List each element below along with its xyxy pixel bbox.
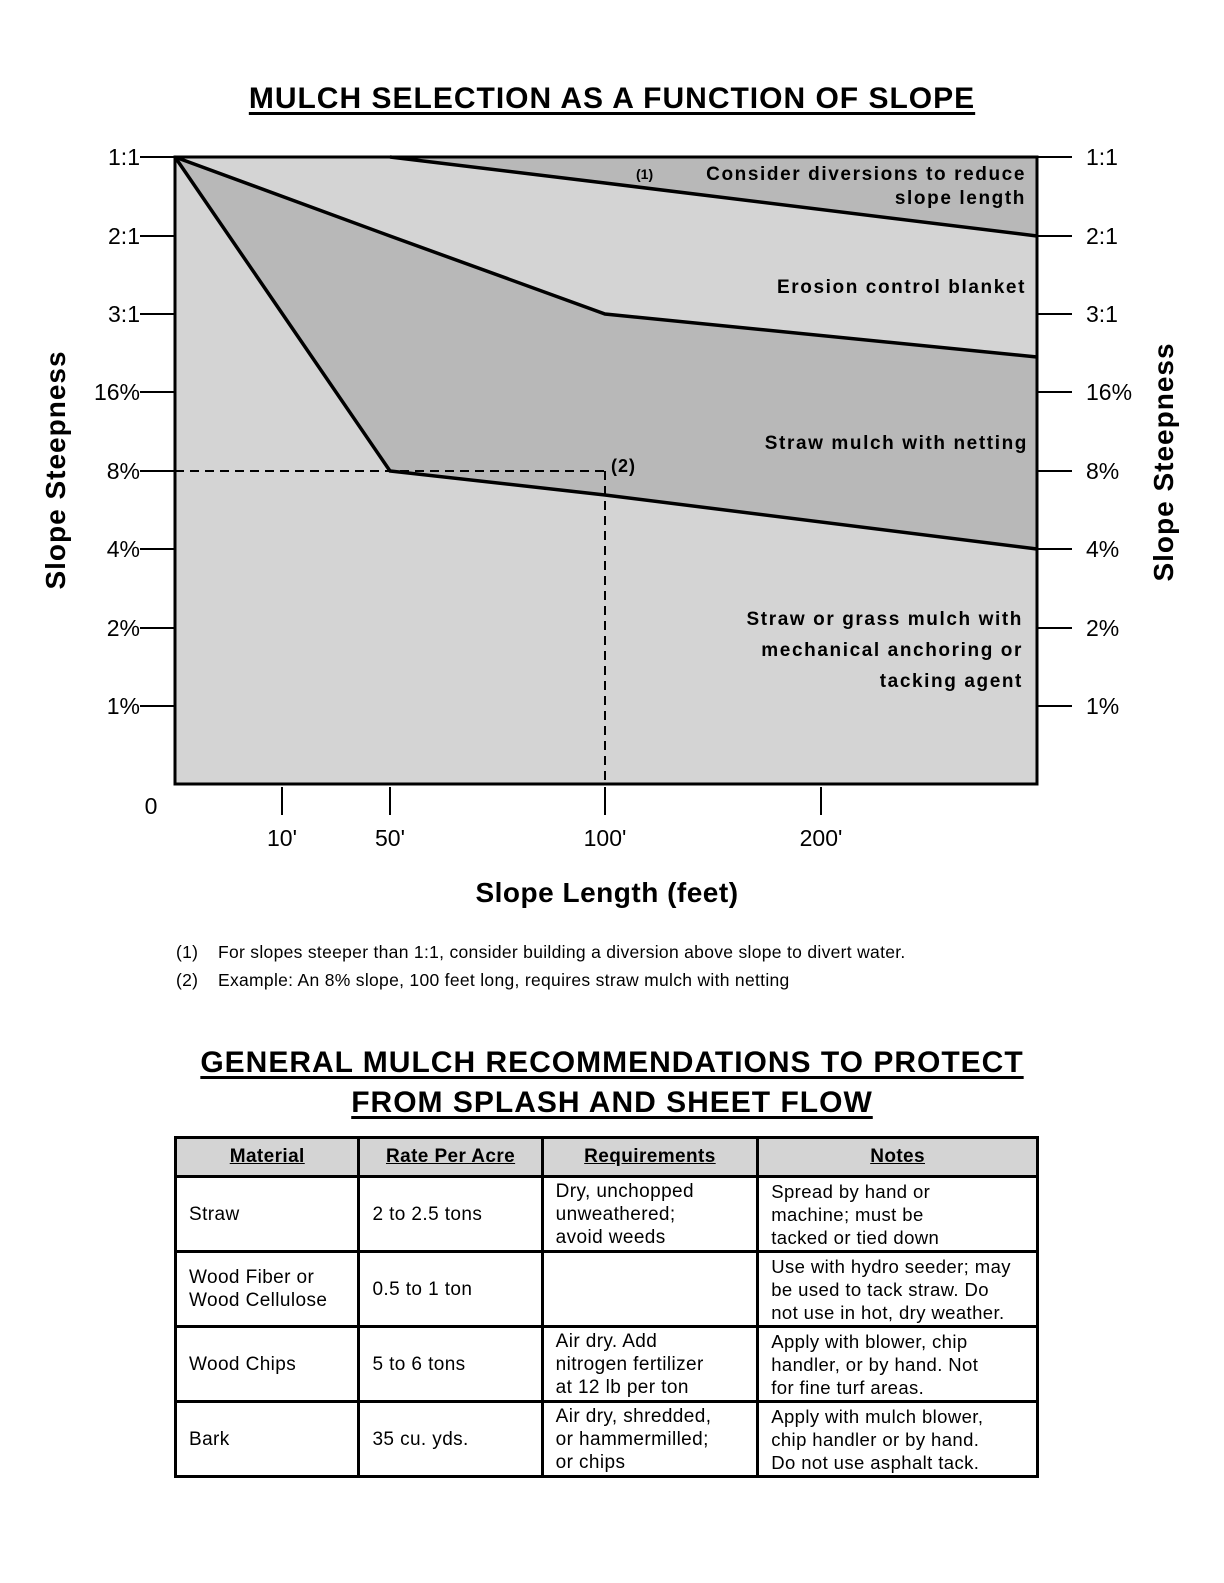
y-tick-label-right: 16%: [1086, 379, 1133, 405]
cell-rate: 0.5 to 1 ton: [359, 1252, 542, 1327]
region-label-anchoring-1: Straw or grass mulch with: [746, 609, 1023, 630]
header-requirements: Requirements: [542, 1138, 758, 1177]
x-axis-label: Slope Length (feet): [475, 877, 739, 908]
y-tick-label-left: 1:1: [108, 144, 140, 170]
cell-rate: 2 to 2.5 tons: [359, 1177, 542, 1252]
region-label-diversion-2: slope length: [894, 188, 1026, 209]
y-tick-label-left: 3:1: [108, 301, 140, 327]
cell-requirements: [542, 1252, 758, 1327]
table-row: [176, 1177, 1038, 1252]
cell-notes: Apply with mulch blower, chip handler or by hand. Do not use asphalt tack.: [758, 1402, 1038, 1477]
cell-requirements: Air dry. Add nitrogen fertilizer at 12 lb per ton: [542, 1327, 758, 1402]
footnotes: [176, 938, 906, 994]
table-row: [176, 1327, 1038, 1402]
cell-requirements: Air dry, shredded, or hammermilled; or chips: [542, 1402, 758, 1477]
y-tick-label-left: 2:1: [108, 223, 140, 249]
region-label-blanket: Erosion control blanket: [777, 277, 1026, 298]
x-tick-label: 200': [799, 825, 843, 851]
y-tick-label-right: 4%: [1086, 536, 1120, 562]
region-label-netting: Straw mulch with netting: [764, 433, 1028, 454]
y-axis-label-right: Slope Steepness: [1148, 342, 1179, 582]
y-ticks-right: [1037, 144, 1132, 719]
table-row: [176, 1402, 1038, 1477]
y-tick-label-right: 1%: [1086, 693, 1120, 719]
cell-material: Wood Fiber or Wood Cellulose: [176, 1252, 359, 1327]
example-label: (2): [611, 456, 636, 476]
cell-rate: 5 to 6 tons: [359, 1327, 542, 1402]
table-header-row: [176, 1138, 1038, 1177]
table-row: [176, 1252, 1038, 1327]
cell-requirements: Dry, unchopped unweathered; avoid weeds: [542, 1177, 758, 1252]
y-tick-label-right: 2%: [1086, 615, 1120, 641]
y-tick-label-right: 3:1: [1086, 301, 1118, 327]
y-tick-label-left: 2%: [106, 615, 140, 641]
y-axis-label-left: Slope Steepness: [40, 350, 71, 590]
cell-material: Bark: [176, 1402, 359, 1477]
y-tick-label-right: 2:1: [1086, 223, 1118, 249]
mulch-recommendations-table: [174, 1136, 1039, 1478]
y-ticks-left: [94, 144, 175, 719]
y-tick-label-left: 16%: [93, 379, 140, 405]
x-tick-label-origin: 0: [144, 793, 158, 819]
chart-title: MULCH SELECTION AS A FUNCTION OF SLOPE: [248, 82, 976, 115]
region-label-anchoring-2: mechanical anchoring or: [761, 640, 1023, 661]
cell-rate: 35 cu. yds.: [359, 1402, 542, 1477]
region-label-anchoring-3: tacking agent: [879, 671, 1023, 692]
y-tick-label-left: 1%: [106, 693, 140, 719]
y-tick-label-left: 4%: [106, 536, 140, 562]
cell-material: Straw: [176, 1177, 359, 1252]
y-tick-label-right: 1:1: [1086, 144, 1118, 170]
y-tick-label-left: 8%: [106, 458, 140, 484]
cell-notes: Spread by hand or machine; must be tacked or tied down: [758, 1177, 1038, 1252]
table-title: [0, 1043, 1224, 1123]
footnote-1: (1) For slopes steeper than 1:1, consider building a diversion above slope to divert water.: [176, 942, 906, 962]
table-title-line-1: GENERAL MULCH RECOMMENDATIONS TO PROTECT: [200, 1046, 1024, 1079]
footnote-2: (2) Example: An 8% slope, 100 feet long, requires straw mulch with netting: [176, 970, 790, 990]
table-title-line-2: FROM SPLASH AND SHEET FLOW: [351, 1086, 873, 1119]
x-ticks: [145, 787, 843, 851]
header-material: Material: [176, 1138, 359, 1177]
header-rate: Rate Per Acre: [359, 1138, 542, 1177]
region-label-diversion-num: (1): [636, 166, 654, 182]
x-tick-label: 100': [583, 825, 627, 851]
cell-notes: Use with hydro seeder; may be used to tack straw. Do not use in hot, dry weather.: [758, 1252, 1038, 1327]
region-label-diversion: Consider diversions to reduce: [706, 164, 1026, 185]
x-tick-label: 10': [267, 825, 297, 851]
cell-notes: Apply with blower, chip handler, or by hand. Not for fine turf areas.: [758, 1327, 1038, 1402]
x-tick-label: 50': [375, 825, 405, 851]
y-tick-label-right: 8%: [1086, 458, 1120, 484]
cell-material: Wood Chips: [176, 1327, 359, 1402]
header-notes: Notes: [758, 1138, 1038, 1177]
